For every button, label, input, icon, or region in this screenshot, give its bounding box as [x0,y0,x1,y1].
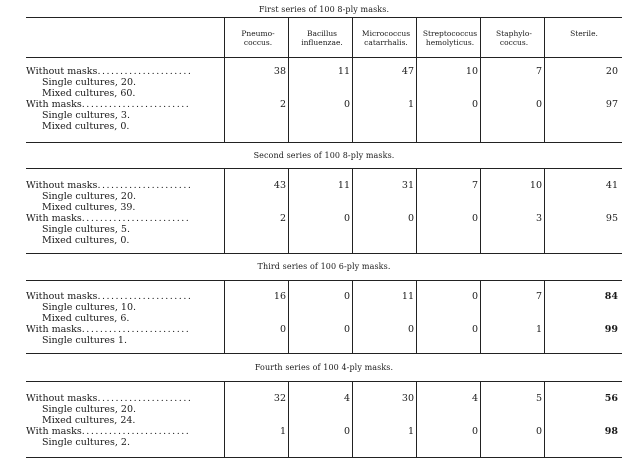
culture-results-table [26,0,622,464]
cell-value: 0 [471,324,478,335]
column-rule [480,17,481,142]
cell-value: 4 [471,393,478,404]
column-rule [480,168,481,253]
column-rule [480,280,481,353]
divider [26,381,622,382]
cell-value: 0 [471,291,478,302]
row-sublabel: Single cultures, 3. [42,110,130,121]
cell-value: 4 [343,393,350,404]
cell-value: 2 [279,213,286,224]
column-rule [288,168,289,253]
cell-value: 7 [535,291,542,302]
column-rule [352,280,353,353]
divider [26,353,622,354]
cell-value: 10 [529,180,542,191]
cell-value: 32 [273,393,286,404]
cell-value: 1 [407,99,414,110]
cell-value: 11 [337,180,350,191]
cell-value: 31 [401,180,414,191]
cell-value: 84 [604,291,618,302]
cell-value: 43 [273,180,286,191]
cell-value: 0 [279,324,286,335]
cell-value: 0 [535,426,542,437]
cell-value: 16 [273,291,286,302]
cell-value: 0 [343,99,350,110]
cell-value: 7 [535,66,542,77]
divider [26,57,622,58]
cell-value: 0 [343,213,350,224]
column-rule [544,280,545,353]
row-label-without-masks: Without masks..................... [26,66,193,77]
row-sublabel: Single cultures, 20. [42,404,137,415]
column-rule [288,17,289,142]
row-sublabel: Mixed cultures, 6. [42,313,130,324]
section-4-caption: Fourth series of 100 4-ply masks. [254,363,394,372]
cell-value: 0 [471,99,478,110]
column-header-staphylococcus: Staphylo- coccus. [496,29,532,47]
column-rule [352,381,353,457]
cell-value: 2 [279,99,286,110]
column-rule [224,168,225,253]
row-sublabel: Mixed cultures, 39. [42,202,136,213]
column-rule [544,17,545,142]
cell-value: 0 [343,324,350,335]
cell-value: 0 [471,213,478,224]
column-header-bacillus-influenzae: Bacillus influenzae. [301,29,343,47]
section-3-caption: Third series of 100 6-ply masks. [257,262,391,271]
row-sublabel: Single cultures, 20. [42,191,137,202]
column-rule [416,17,417,142]
row-sublabel: Single cultures, 20. [42,77,137,88]
cell-value: 99 [604,324,618,335]
cell-value: 1 [407,426,414,437]
cell-value: 0 [343,291,350,302]
column-rule [352,17,353,142]
column-header-pneumococcus: Pneumo- coccus. [241,29,275,47]
section-2-caption: Second series of 100 8-ply masks. [253,151,395,160]
row-sublabel: Mixed cultures, 24. [42,415,136,426]
row-sublabel: Mixed cultures, 60. [42,88,136,99]
column-rule [544,381,545,457]
row-label-with-masks: With masks........................ [26,426,191,437]
column-header-streptococcus-hemolyticus: Streptococcus hemolyticus. [422,29,478,47]
column-header-micrococcus-catarrhalis: Micrococcus catarrhalis. [361,29,411,47]
cell-value: 0 [535,99,542,110]
cell-value: 95 [605,213,618,224]
divider [26,280,622,281]
column-rule [224,280,225,353]
cell-value: 20 [605,66,618,77]
row-label-with-masks: With masks........................ [26,324,191,335]
cell-value: 0 [407,324,414,335]
divider [26,142,622,143]
cell-value: 56 [604,393,618,404]
cell-value: 0 [407,213,414,224]
cell-value: 98 [604,426,618,437]
column-rule [416,280,417,353]
column-rule [224,381,225,457]
cell-value: 1 [279,426,286,437]
cell-value: 47 [401,66,414,77]
cell-value: 41 [605,180,618,191]
cell-value: 30 [401,393,414,404]
row-sublabel: Single cultures, 2. [42,437,130,448]
column-rule [288,280,289,353]
column-rule [416,168,417,253]
cell-value: 3 [535,213,542,224]
divider [26,457,622,458]
column-rule [224,17,225,142]
cell-value: 5 [535,393,542,404]
column-rule [288,381,289,457]
row-label-without-masks: Without masks..................... [26,393,193,404]
cell-value: 11 [401,291,414,302]
section-1-caption: First series of 100 8-ply masks. [258,5,390,14]
column-rule [352,168,353,253]
divider [26,17,622,18]
cell-value: 97 [605,99,618,110]
column-rule [416,381,417,457]
cell-value: 38 [273,66,286,77]
column-rule [544,168,545,253]
divider [26,168,622,169]
row-sublabel: Single cultures, 10. [42,302,137,313]
row-label-with-masks: With masks........................ [26,213,191,224]
cell-value: 7 [471,180,478,191]
cell-value: 0 [471,426,478,437]
row-label-with-masks: With masks........................ [26,99,191,110]
cell-value: 1 [535,324,542,335]
cell-value: 0 [343,426,350,437]
divider [26,253,622,254]
row-label-without-masks: Without masks..................... [26,180,193,191]
row-label-without-masks: Without masks..................... [26,291,193,302]
row-sublabel: Single cultures, 5. [42,224,130,235]
row-sublabel: Single cultures 1. [42,335,127,346]
cell-value: 10 [465,66,478,77]
row-sublabel: Mixed cultures, 0. [42,121,130,132]
cell-value: 11 [337,66,350,77]
row-sublabel: Mixed cultures, 0. [42,235,130,246]
column-header-sterile: Sterile. [570,29,598,38]
column-rule [480,381,481,457]
